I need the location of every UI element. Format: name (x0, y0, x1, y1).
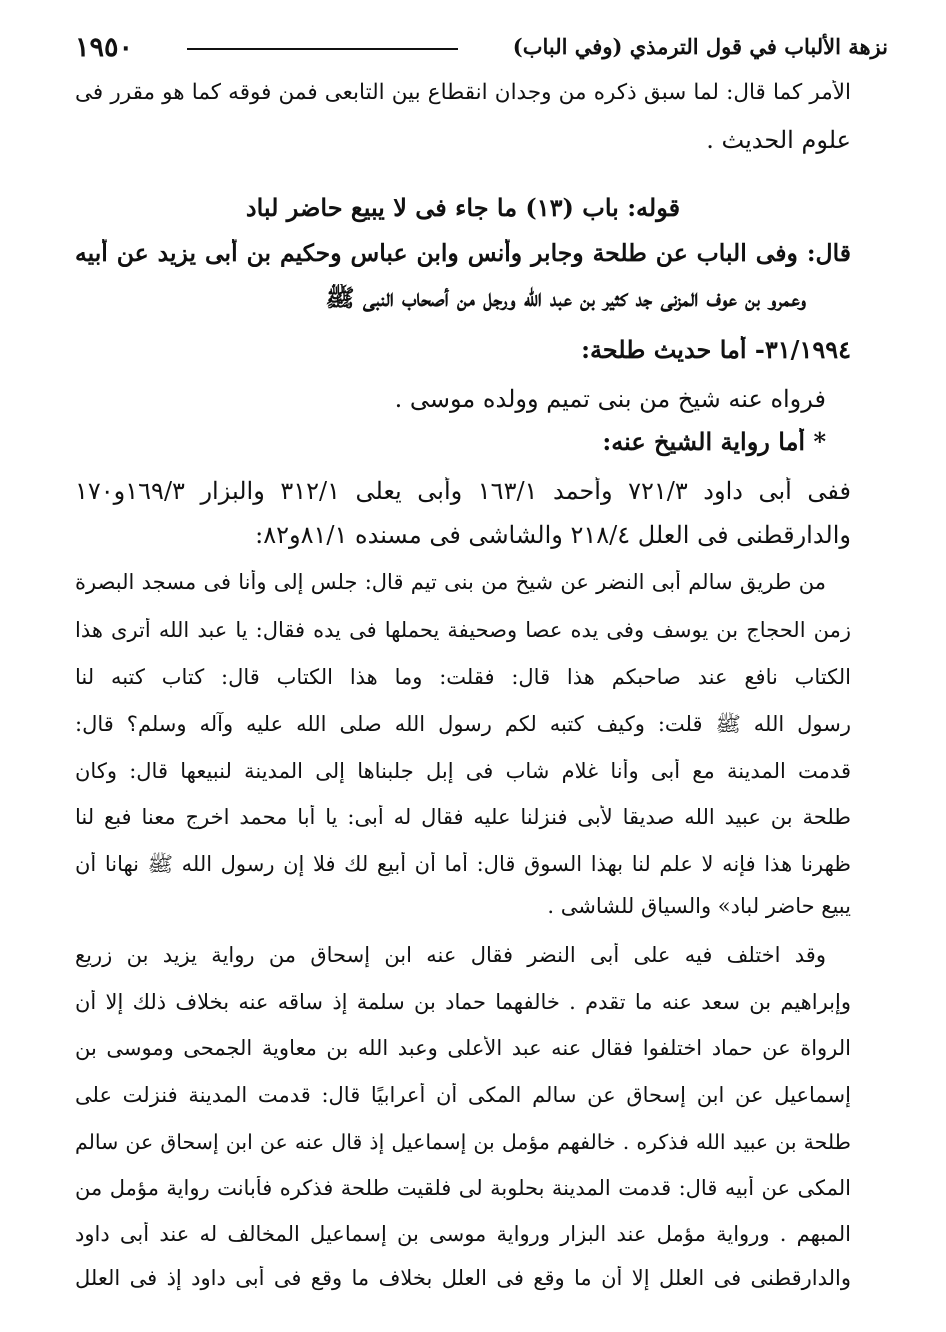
text-line: المكى عن أبيه قال: قدمت المدينة بحلوبة لى فلقيت طلحة فذكره فأبانت رواية مؤمل من (75, 1176, 851, 1200)
text-line: ظهرنا هذا فإنه لا علم لنا بهذا السوق قال: أما أن أبيع لك فلا إن رسول الله ﷺ نهانا أن (75, 852, 851, 876)
text-line: طلحة بن عبيد الله فذكره . خالفهم مؤمل بن إسماعيل إذ قال عنه عن ابن إسحاق عن سالم (75, 1130, 851, 1154)
text-line: وعمرو بن عوف المزنى جد كثير بن عبد الله ورجل من أصحاب النبى ﷺ (325, 284, 806, 312)
page-number: ١٩٥٠ (75, 32, 134, 63)
text-line: زمن الحجاج بن يوسف وفى يده عصا وصحيفة يحملها فى يده فقال: يا عبد الله أترى هذا (75, 618, 851, 642)
text-line: الرواة عن حماد اختلفوا فقال عنه عبد الأعلى وعبد الله بن معاوية الجمحى وموسى بن (75, 1036, 851, 1060)
text-line: إسماعيل عن ابن إسحاق عن سالم المكى أن أعرابيًا قال: قدمت المدينة فنزلت على (75, 1083, 851, 1107)
text-line: قال: وفى الباب عن طلحة وجابر وأنس وابن عباس وحكيم بن أبى يزيد عن أبيه (75, 239, 851, 267)
text-line: الكتاب نافع عند صاحبكم هذا قال: فقلت: وما هذا الكتاب قال: كتاب كتبه لنا (75, 665, 851, 689)
text-line: طلحة بن عبيد الله صديقا لأبى فنزلنا عليه فقال له أبى: يا أبا محمد اخرج معنا فبع لنا (75, 805, 851, 829)
section-heading: * أما رواية الشيخ عنه: (602, 428, 826, 456)
text-line: وقد اختلف فيه على أبى النضر فقال عنه ابن إسحاق من رواية يزيد بن زريع (75, 943, 826, 967)
chapter-heading: قوله: باب (١٣) ما جاء فى لا يبيع حاضر لباد (245, 194, 681, 222)
text-line: وإبراهيم بن سعد عنه ما تقدم . خالفهما حماد بن سلمة إذ ساقه عنه بخلاف ذلك إلا أن (75, 990, 851, 1014)
header-rule (187, 48, 458, 50)
text-line: فرواه عنه شيخ من بنى تميم وولده موسى . (394, 385, 826, 413)
running-title: نزهة الألباب في قول الترمذي (وفي الباب) (512, 34, 888, 59)
text-line: من طريق سالم أبى النضر عن شيخ من بنى تيم قال: جلس إلى وأنا فى مسجد البصرة (75, 570, 826, 594)
text-line: ففى أبى داود ٧٢١/٣ وأحمد ١٦٣/١ وأبى يعلى ٣١٢/١ والبزار ١٦٩/٣و١٧٠ (75, 477, 851, 505)
text-line: رسول الله ﷺ قلت: وكيف كتبه لكم رسول الله صلى الله عليه وآله وسلم؟ قال: (75, 712, 851, 736)
page-header (75, 30, 888, 66)
text-line: الأمر كما قال: لما سبق ذكره من وجدان انقطاع بين التابعى فمن فوقه كما هو مقرر فى (75, 80, 851, 105)
text-line: والدارقطنى فى العلل ٢١٨/٤ والشاشى فى مسنده ٨١/١و٨٢: (255, 521, 851, 549)
text-line: المبهم . ورواية مؤمل عند البزار ورواية موسى بن إسماعيل المخالف له عند أبى داود (75, 1222, 851, 1246)
text-line: والدارقطنى فى العلل إلا أن ما وقع فى العلل بخلاف ما وقع فى أبى داود إذ فى العلل (75, 1266, 851, 1290)
text-line: قدمت المدينة مع أبى وأنا غلام شاب فى إبل جلبناها إلى المدينة لنبيعها قال: وكان (75, 759, 851, 783)
text-line: يبيع حاضر لباد» والسياق للشاشى . (547, 894, 851, 918)
section-heading: ٣١/١٩٩٤- أما حديث طلحة: (581, 336, 851, 364)
text-line: علوم الحديث . (706, 126, 851, 154)
